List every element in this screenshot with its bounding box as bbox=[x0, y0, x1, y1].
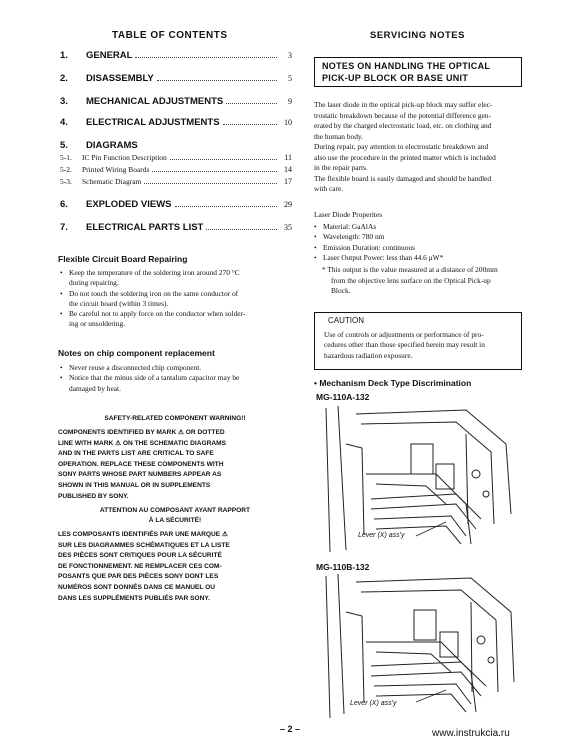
lever-label-a: Lever (X) ass'y bbox=[358, 532, 405, 539]
toc-leader-dots bbox=[152, 170, 277, 172]
caution-line: hazardous radiation exposure. bbox=[324, 350, 413, 360]
para-line: During repair, pay attention to electrostatic breakdown and bbox=[314, 142, 489, 151]
safety-line-fr: NUMÉROS SONT DONNÉS DANS CE MANUEL OU bbox=[58, 583, 216, 591]
toc-subentry-number: 5-2. bbox=[60, 165, 72, 174]
toc-entry-label: DIAGRAMS bbox=[86, 140, 138, 151]
chip-bullet-cont: damaged by heat. bbox=[69, 383, 121, 393]
safety-title: SAFETY-RELATED COMPONENT WARNING!! bbox=[104, 415, 246, 422]
mechanism-heading: • Mechanism Deck Type Discrimination bbox=[314, 378, 472, 388]
mechanism-deck-a-figure bbox=[316, 404, 526, 554]
footnote-line: from the objective lens surface on the Optical Pick-up bbox=[331, 275, 491, 285]
caution-text bbox=[324, 330, 516, 361]
chip-bullet: • Never reuse a disconnected chip component. bbox=[60, 363, 300, 373]
safety-body bbox=[58, 428, 292, 502]
toc-subentry-number: 5-3. bbox=[60, 177, 72, 186]
toc-entry[interactable] bbox=[60, 222, 292, 236]
toc-entry[interactable] bbox=[60, 140, 292, 154]
watermark-text[interactable]: www.instrukcia.ru bbox=[432, 728, 510, 739]
safety-line: AND IN THE PARTS LIST ARE CRITICAL TO SAFE bbox=[58, 450, 214, 458]
caution-title: CAUTION bbox=[328, 316, 364, 325]
laser-property: • Emission Duration: continuous bbox=[314, 243, 524, 253]
toc-subentry-label: IC Pin Function Description bbox=[82, 153, 167, 162]
toc-leader-dots bbox=[157, 79, 277, 81]
toc-entry-page: 9 bbox=[288, 97, 292, 106]
para-line: the human body. bbox=[314, 131, 363, 141]
safety-line: SONY PARTS WHOSE PART NUMBERS APPEAR AS bbox=[58, 471, 222, 479]
flexible-bullet-cont: ing or unsoldering. bbox=[69, 319, 126, 329]
para-line: The flexible board is easily damaged and should be handled bbox=[314, 173, 492, 183]
para-line: in the repair parts. bbox=[314, 163, 368, 172]
toc-subentry[interactable] bbox=[60, 165, 292, 176]
toc-entry-label: MECHANICAL ADJUSTMENTS bbox=[86, 96, 224, 107]
flexible-bullet-cont: during repairing. bbox=[69, 278, 119, 288]
safety-line: PUBLISHED BY SONY. bbox=[58, 492, 129, 500]
notes-heading-line-2: PICK-UP BLOCK OR BASE UNIT bbox=[322, 73, 469, 83]
toc-subentry-label: Schematic Diagram bbox=[82, 177, 142, 186]
flexible-bullets bbox=[60, 268, 300, 330]
notes-heading bbox=[322, 60, 518, 84]
toc-entry[interactable] bbox=[60, 199, 292, 213]
safety-line-fr: POSANTS QUE PAR DES PIÈCES SONY DONT LES bbox=[58, 573, 219, 581]
toc-entry-page: 5 bbox=[288, 74, 292, 83]
toc-leader-dots bbox=[170, 158, 277, 160]
footnote-line: * This output is the value measured at a distance of 200mm bbox=[322, 265, 498, 274]
toc-entry-label: GENERAL bbox=[86, 50, 133, 61]
laser-property: • Laser Output Power: less than 44.6 μW* bbox=[314, 253, 524, 263]
toc-leader-dots bbox=[223, 123, 277, 125]
toc-entry[interactable] bbox=[60, 73, 292, 87]
toc-title: TABLE OF CONTENTS bbox=[112, 30, 228, 41]
toc-entry[interactable] bbox=[60, 50, 292, 64]
laser-warning-paragraph bbox=[314, 100, 524, 195]
chip-bullet: • Notice that the minus side of a tantalum capacitor may be bbox=[60, 373, 300, 383]
para-line: trostatic breakdown because of the potential difference gen- bbox=[314, 110, 491, 120]
safety-line: SHOWN IN THIS MANUAL OR IN SUPPLEMENTS bbox=[58, 481, 211, 489]
safety-title-fr-2: À LA SÉCURITÉ! bbox=[148, 517, 202, 524]
toc-entry-number: 5. bbox=[60, 140, 68, 151]
safety-line-fr: SUR LES DIAGRAMMES SCHÉMATIQUES ET LA LISTE bbox=[58, 541, 230, 549]
toc-entry-label: ELECTRICAL ADJUSTMENTS bbox=[86, 117, 220, 128]
toc-entry-label: ELECTRICAL PARTS LIST bbox=[86, 222, 204, 233]
chip-bullets bbox=[60, 363, 300, 394]
toc-subentry-number: 5-1. bbox=[60, 153, 72, 162]
toc-entry-page: 10 bbox=[284, 118, 292, 127]
safety-line-fr: LES COMPOSANTS IDENTIFIÉS PAR UNE MARQUE ⚠ bbox=[58, 531, 228, 538]
toc-entry-page: 35 bbox=[284, 223, 292, 232]
laser-properties-heading: Laser Diode Properites bbox=[314, 210, 383, 219]
para-line: The laser diode in the optical pick-up block may suffer elec- bbox=[314, 100, 493, 109]
chip-heading: Notes on chip component replacement bbox=[58, 348, 215, 358]
safety-line-fr: DES PIÈCES SONT CRITIQUES POUR LA SÉCURITÉ bbox=[58, 552, 222, 560]
laser-properties-list bbox=[314, 222, 524, 263]
toc-subentry-label: Printed Wiring Boards bbox=[82, 165, 150, 174]
toc-entry-number: 3. bbox=[60, 96, 68, 107]
model-b-label: MG-110B-132 bbox=[316, 562, 370, 572]
safety-line-fr: DANS LES SUPPLÉMENTS PUBLIÉS PAR SONY. bbox=[58, 594, 210, 602]
servicing-title: SERVICING NOTES bbox=[370, 30, 465, 41]
para-line: with care. bbox=[314, 184, 344, 193]
safety-line: OPERATION. REPLACE THESE COMPONENTS WITH bbox=[58, 460, 224, 468]
para-line: also use the procedure in the printed matter which is included bbox=[314, 152, 496, 162]
toc-subentry-page: 14 bbox=[284, 165, 292, 174]
toc-leader-dots bbox=[135, 56, 277, 58]
toc-entry-number: 7. bbox=[60, 222, 68, 233]
toc-subentry-page: 11 bbox=[284, 153, 292, 162]
toc-entry-page: 29 bbox=[284, 200, 292, 209]
model-a-label: MG-110A-132 bbox=[316, 392, 370, 402]
caution-line: Use of controls or adjustments or performance of pro- bbox=[324, 330, 484, 339]
toc-leader-dots bbox=[175, 205, 277, 207]
laser-property: • Material: GaAlAs bbox=[314, 222, 524, 232]
flexible-bullet: • Keep the temperature of the soldering iron around 270 °C bbox=[60, 268, 300, 278]
safety-line-fr: DE FONCTIONNEMENT. NE REMPLACER CES COM- bbox=[58, 562, 222, 570]
toc-entry-number: 2. bbox=[60, 73, 68, 84]
laser-property: • Wavelength: 780 nm bbox=[314, 232, 524, 242]
safety-title-fr-1: ATTENTION AU COMPOSANT AYANT RAPPORT bbox=[99, 507, 251, 514]
para-line: erated by the charged electrostatic load, etc. on clothing and bbox=[314, 121, 492, 130]
flexible-bullet: • Do not touch the soldering iron on the same conductor of bbox=[60, 289, 300, 299]
toc-entry-label: DISASSEMBLY bbox=[86, 73, 154, 84]
toc-entry-number: 4. bbox=[60, 117, 68, 128]
laser-footnote bbox=[322, 265, 522, 297]
toc-subentry[interactable] bbox=[60, 177, 292, 188]
safety-line: COMPONENTS IDENTIFIED BY MARK ⚠ OR DOTTED bbox=[58, 429, 225, 436]
flexible-bullet: • Be careful not to apply force on the conductor when solder- bbox=[60, 309, 300, 319]
toc-leader-dots bbox=[144, 182, 277, 184]
lever-label-b: Lever (X) ass'y bbox=[350, 700, 397, 707]
mechanism-deck-b-figure bbox=[316, 574, 526, 720]
toc-subentry[interactable] bbox=[60, 153, 292, 164]
footnote-line: Block. bbox=[331, 286, 351, 295]
flexible-heading: Flexible Circuit Board Repairing bbox=[58, 254, 188, 264]
safety-body-fr bbox=[58, 530, 292, 604]
page-number: – 2 – bbox=[280, 724, 301, 734]
flexible-bullet-cont: the circuit board (within 3 times). bbox=[69, 298, 169, 308]
toc-entry-number: 1. bbox=[60, 50, 68, 61]
toc-entry-number: 6. bbox=[60, 199, 68, 210]
toc-entry-label: EXPLODED VIEWS bbox=[86, 199, 172, 210]
caution-line: cedures other than those specified herein may result in bbox=[324, 340, 485, 350]
toc-leader-dots bbox=[226, 102, 277, 104]
toc-entry-page: 3 bbox=[288, 51, 292, 60]
toc-subentry-page: 17 bbox=[284, 177, 292, 186]
toc-leader-dots bbox=[206, 228, 277, 230]
toc-entry[interactable] bbox=[60, 96, 292, 110]
toc-entry[interactable] bbox=[60, 117, 292, 131]
safety-line: LINE WITH MARK ⚠ ON THE SCHEMATIC DIAGRAMS bbox=[58, 439, 227, 447]
notes-heading-line-1: NOTES ON HANDLING THE OPTICAL bbox=[322, 61, 491, 71]
